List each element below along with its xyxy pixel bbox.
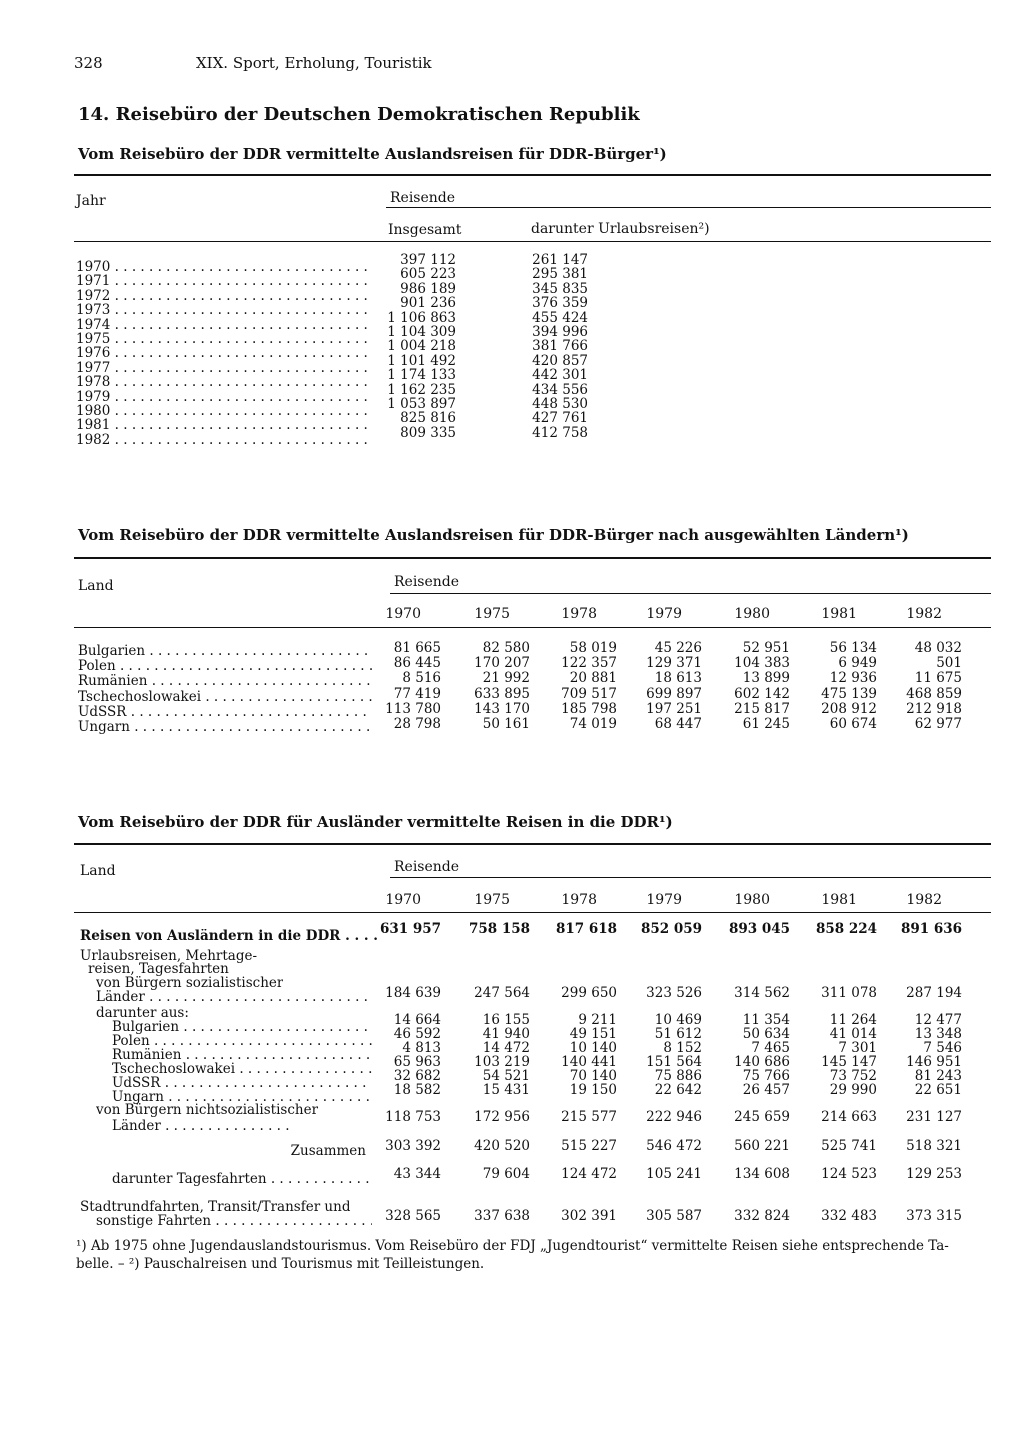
table2-country: UdSSR . . . xyxy=(78,705,372,719)
table3-total-cell: 758 158 xyxy=(468,921,530,937)
table1-year: 1970 . . . xyxy=(76,260,372,274)
table3-row-label: sonstige Fahrten . . . xyxy=(96,1214,372,1228)
table2-year-header: 1979 xyxy=(646,606,682,622)
table3-row-label: Länder . . . xyxy=(96,990,372,1004)
table2-cell: 699 897 xyxy=(646,685,702,702)
table3-cell: 16 155 xyxy=(482,1012,530,1028)
table2-cell: 122 357 xyxy=(561,655,617,672)
table3-group-label: Reisende xyxy=(394,859,460,875)
table1-group-rule xyxy=(386,207,991,208)
table3-cell: 75 886 xyxy=(654,1068,702,1084)
table3-cell: 247 564 xyxy=(474,985,530,1001)
table2-country: Bulgarien . . . xyxy=(78,644,372,658)
table2-cell: 62 977 xyxy=(914,716,962,732)
table1-vacation-cell: 412 758 xyxy=(532,424,588,441)
table3-total-cell: 893 045 xyxy=(728,921,790,937)
table3-cell: 46 592 xyxy=(393,1026,441,1042)
table1-year: 1973 . . . xyxy=(76,303,372,317)
table3-cell: 332 483 xyxy=(821,1208,877,1224)
table1-header-vacation: darunter Urlaubsreisen²) xyxy=(531,221,710,237)
table3-row-label: Rumänien . . . xyxy=(112,1048,372,1062)
table1-total-cell: 1 101 492 xyxy=(387,352,456,369)
table3-cell: 15 431 xyxy=(482,1082,530,1098)
table3-year-header: 1970 xyxy=(385,892,421,908)
table3-cell: 14 472 xyxy=(482,1040,530,1056)
table1-year: 1982 . . . xyxy=(76,433,372,447)
table3-year-header: 1975 xyxy=(474,892,510,908)
table3-total-cell: 858 224 xyxy=(815,921,877,937)
table3-cell: 323 526 xyxy=(646,985,702,1001)
table2-cell: 104 383 xyxy=(734,655,790,672)
table3-cell: 13 348 xyxy=(914,1026,962,1042)
table1-year: 1980 . . . xyxy=(76,404,372,418)
table3-cell: 54 521 xyxy=(482,1068,530,1084)
table3-cell: 303 392 xyxy=(385,1138,441,1154)
table3-text-urlaub2: reisen, Tagesfahrten xyxy=(88,962,229,977)
table2-cell: 129 371 xyxy=(646,655,702,672)
table3-cell: 299 650 xyxy=(561,985,617,1001)
table3-cell: 10 140 xyxy=(569,1040,617,1056)
table3-cell: 140 441 xyxy=(561,1054,617,1070)
table3-title: Vom Reisebüro der DDR für Ausländer vermittelte Reisen in die DDR¹) xyxy=(78,813,673,831)
table3-cell: 7 546 xyxy=(923,1040,962,1056)
table3-cell: 4 813 xyxy=(402,1040,441,1056)
table1-year: 1976 . . . xyxy=(76,346,372,360)
table3-row-label: Ungarn . . . xyxy=(112,1090,372,1104)
table2-cell: 61 245 xyxy=(742,716,790,732)
table1-year: 1972 . . . xyxy=(76,289,372,303)
table2-cell: 48 032 xyxy=(914,640,962,656)
table3-cell: 420 520 xyxy=(474,1138,530,1154)
table3-total-cell: 852 059 xyxy=(640,921,702,937)
table3-cell: 8 152 xyxy=(663,1040,702,1056)
table2-cell: 20 881 xyxy=(569,670,617,687)
table3-year-header: 1979 xyxy=(646,892,682,908)
table3-cell: 231 127 xyxy=(906,1109,962,1125)
table1-total-cell: 1 162 235 xyxy=(387,381,456,398)
table3-text-nichtsoz: von Bürgern nichtsozialistischer xyxy=(96,1103,319,1118)
table2-cell: 50 161 xyxy=(482,716,530,732)
table3-top-rule xyxy=(74,843,991,845)
table1-vacation-cell: 261 147 xyxy=(532,252,588,268)
table3-cell: 7 465 xyxy=(751,1040,790,1056)
table3-cell: 515 227 xyxy=(561,1138,617,1154)
table3-cell: 245 659 xyxy=(734,1109,790,1125)
table3-cell: 172 956 xyxy=(474,1109,530,1125)
table2-cell: 633 895 xyxy=(474,685,530,702)
table3-cell: 9 211 xyxy=(578,1012,617,1028)
table1-total-cell: 901 236 xyxy=(400,295,456,312)
table2-cell: 82 580 xyxy=(482,640,530,656)
table3-cell: 214 663 xyxy=(821,1109,877,1125)
table3-cell: 287 194 xyxy=(906,985,962,1001)
table3-cell: 41 940 xyxy=(482,1026,530,1042)
table1-vacation-cell: 420 857 xyxy=(532,352,588,369)
table3-cell: 518 321 xyxy=(906,1138,962,1154)
table1-total-cell: 1 053 897 xyxy=(387,396,456,412)
table2-cell: 212 918 xyxy=(906,700,962,717)
table1-vacation-cell: 394 996 xyxy=(532,324,588,340)
table1-year: 1978 . . . xyxy=(76,375,372,389)
table2-cell: 8 516 xyxy=(402,670,441,687)
table2-group-label: Reisende xyxy=(394,574,460,590)
table3-cell: 305 587 xyxy=(646,1208,702,1224)
table3-cell: 29 990 xyxy=(829,1082,877,1098)
table3-cell: 118 753 xyxy=(385,1109,441,1125)
table3-cell: 145 147 xyxy=(821,1054,877,1070)
table3-cell: 525 741 xyxy=(821,1138,877,1154)
table2-cell: 21 992 xyxy=(482,670,530,687)
table2-cell: 208 912 xyxy=(821,700,877,717)
chapter-title: XIX. Sport, Erholung, Touristik xyxy=(196,54,432,72)
table3-cell: 22 642 xyxy=(654,1082,702,1098)
table3-cell: 184 639 xyxy=(385,985,441,1001)
table1-total-cell: 1 004 218 xyxy=(387,338,456,355)
table2-cell: 13 899 xyxy=(742,670,790,687)
table3-row-label: UdSSR . . . xyxy=(112,1076,372,1090)
table1-header-total: Insgesamt xyxy=(388,222,462,238)
table2-cell: 475 139 xyxy=(821,685,877,702)
table3-cell: 7 301 xyxy=(838,1040,877,1056)
table2-cell: 86 445 xyxy=(393,655,441,672)
table3-cell: 11 264 xyxy=(829,1012,877,1028)
table3-cell: 314 562 xyxy=(734,985,790,1001)
table3-cell: 51 612 xyxy=(654,1026,702,1042)
table1-vacation-cell: 381 766 xyxy=(532,338,588,355)
table2-year-header: 1980 xyxy=(734,606,770,622)
table3-cell: 81 243 xyxy=(914,1068,962,1084)
table3-total-cell: 817 618 xyxy=(555,921,617,937)
table2-header-rule xyxy=(74,627,991,628)
page-number: 328 xyxy=(74,54,103,72)
table1-title: Vom Reisebüro der DDR vermittelte Auslandsreisen für DDR-Bürger¹) xyxy=(78,145,667,163)
table2-year-header: 1982 xyxy=(906,606,942,622)
table3-row-label: Länder . . . xyxy=(112,1119,292,1133)
table3-row-label: Polen . . . xyxy=(112,1034,372,1048)
table3-cell: 311 078 xyxy=(821,985,877,1001)
table3-cell: 222 946 xyxy=(646,1109,702,1125)
table1-year: 1981 . . . xyxy=(76,418,372,432)
table3-total-cell: 631 957 xyxy=(379,921,441,937)
table3-cell: 49 151 xyxy=(569,1026,617,1042)
table3-cell: 75 766 xyxy=(742,1068,790,1084)
table3-text-urlaub1: Urlaubsreisen, Mehrtage- xyxy=(80,949,258,964)
table3-cell: 22 651 xyxy=(914,1082,962,1098)
table3-cell: 41 014 xyxy=(829,1026,877,1042)
table3-header-rule xyxy=(74,912,991,913)
table3-total-label: Reisen von Ausländern in die DDR . . . xyxy=(80,929,380,943)
table3-cell: 332 824 xyxy=(734,1208,790,1224)
table3-row-label: Bulgarien . . . xyxy=(112,1020,372,1034)
table1-total-cell: 397 112 xyxy=(400,252,456,268)
table3-year-header: 1982 xyxy=(906,892,942,908)
table3-cell: 560 221 xyxy=(734,1138,790,1154)
table3-group-rule xyxy=(390,877,991,878)
table1-year: 1974 . . . xyxy=(76,318,372,332)
table3-cell: 103 219 xyxy=(474,1054,530,1070)
table3-cell: 70 140 xyxy=(569,1068,617,1084)
table3-cell: 337 638 xyxy=(474,1208,530,1224)
table2-cell: 197 251 xyxy=(646,700,702,717)
table3-cell: 18 582 xyxy=(393,1082,441,1098)
table2-cell: 77 419 xyxy=(393,685,441,702)
table3-year-header: 1980 xyxy=(734,892,770,908)
table3-cell: 43 344 xyxy=(393,1166,441,1182)
table2-group-rule xyxy=(390,593,991,594)
table2-cell: 143 170 xyxy=(474,700,530,717)
table1-year: 1971 . . . xyxy=(76,274,372,288)
table2-cell: 11 675 xyxy=(914,670,962,687)
table3-cell: 12 477 xyxy=(914,1012,962,1028)
table1-total-cell: 809 335 xyxy=(400,424,456,441)
table2-col-label: Land xyxy=(78,578,114,594)
table2-title: Vom Reisebüro der DDR vermittelte Auslandsreisen für DDR-Bürger nach ausgewählten Ländern¹) xyxy=(78,526,909,544)
table3-cell: 105 241 xyxy=(646,1166,702,1182)
table2-year-header: 1975 xyxy=(474,606,510,622)
table1-vacation-cell: 376 359 xyxy=(532,295,588,312)
table3-cell: 546 472 xyxy=(646,1138,702,1154)
table2-cell: 468 859 xyxy=(906,685,962,702)
table2-top-rule xyxy=(74,557,991,559)
table3-cell: 373 315 xyxy=(906,1208,962,1224)
table3-cell: 151 564 xyxy=(646,1054,702,1070)
table1-total-cell: 986 189 xyxy=(400,280,456,297)
table2-cell: 18 613 xyxy=(654,670,702,687)
footnote-line-1: ¹) Ab 1975 ohne Jugendauslandstourismus. Vom Reisebüro der FDJ „Jugendtourist“ vermittelte Reisen siehe entsprechende Ta- xyxy=(76,1238,949,1254)
table2-country: Ungarn . . . xyxy=(78,720,372,734)
table2-cell: 602 142 xyxy=(734,685,790,702)
table3-row-label: Zusammen xyxy=(290,1144,366,1159)
table2-cell: 74 019 xyxy=(569,716,617,732)
table3-cell: 140 686 xyxy=(734,1054,790,1070)
table3-cell: 65 963 xyxy=(393,1054,441,1070)
table2-year-header: 1978 xyxy=(561,606,597,622)
table3-cell: 19 150 xyxy=(569,1082,617,1098)
table1-vacation-cell: 442 301 xyxy=(532,367,588,384)
table2-cell: 501 xyxy=(936,655,962,672)
table3-cell: 124 523 xyxy=(821,1166,877,1182)
table1-vacation-cell: 455 424 xyxy=(532,309,588,326)
table3-cell: 146 951 xyxy=(906,1054,962,1070)
table3-cell: 73 752 xyxy=(829,1068,877,1084)
table2-cell: 12 936 xyxy=(829,670,877,687)
table2-country: Tschechoslowakei . . . xyxy=(78,690,372,704)
table2-cell: 60 674 xyxy=(829,716,877,732)
table3-text-stadt: Stadtrundfahrten, Transit/Transfer und xyxy=(80,1200,351,1215)
table2-cell: 215 817 xyxy=(734,700,790,717)
table2-cell: 58 019 xyxy=(569,640,617,656)
table2-cell: 709 517 xyxy=(561,685,617,702)
table2-cell: 81 665 xyxy=(393,640,441,656)
table1-total-cell: 825 816 xyxy=(400,410,456,427)
table1-vacation-cell: 295 381 xyxy=(532,266,588,283)
table2-cell: 113 780 xyxy=(385,700,441,717)
table2-cell: 68 447 xyxy=(654,716,702,732)
table1-top-rule xyxy=(74,174,991,176)
table1-group-label: Reisende xyxy=(390,190,456,206)
table1-col-label: Jahr xyxy=(76,193,106,209)
table3-cell: 11 354 xyxy=(742,1012,790,1028)
table2-country: Rumänien . . . xyxy=(78,674,372,688)
table3-cell: 328 565 xyxy=(385,1208,441,1224)
table1-vacation-cell: 427 761 xyxy=(532,410,588,427)
table3-text-darunter: darunter aus: xyxy=(96,1006,189,1021)
table2-cell: 185 798 xyxy=(561,700,617,717)
table3-year-header: 1981 xyxy=(821,892,857,908)
table2-cell: 52 951 xyxy=(742,640,790,656)
table3-cell: 134 608 xyxy=(734,1166,790,1182)
table2-cell: 6 949 xyxy=(838,655,877,672)
table1-vacation-cell: 448 530 xyxy=(532,396,588,412)
table1-vacation-cell: 434 556 xyxy=(532,381,588,398)
table3-cell: 32 682 xyxy=(393,1068,441,1084)
table1-year: 1975 . . . xyxy=(76,332,372,346)
table3-cell: 129 253 xyxy=(906,1166,962,1182)
table2-country: Polen . . . xyxy=(78,659,372,673)
table3-cell: 302 391 xyxy=(561,1208,617,1224)
table2-cell: 56 134 xyxy=(829,640,877,656)
table3-row-label: Tschechoslowakei . . . xyxy=(112,1062,372,1076)
table3-cell: 124 472 xyxy=(561,1166,617,1182)
table1-year: 1979 . . . xyxy=(76,390,372,404)
table2-cell: 28 798 xyxy=(393,716,441,732)
table3-col-label: Land xyxy=(80,863,116,879)
table3-cell: 79 604 xyxy=(482,1166,530,1182)
table3-total-cell: 891 636 xyxy=(900,921,962,937)
table1-vacation-cell: 345 835 xyxy=(532,280,588,297)
table1-total-cell: 1 106 863 xyxy=(387,309,456,326)
table3-cell: 26 457 xyxy=(742,1082,790,1098)
table2-year-header: 1970 xyxy=(385,606,421,622)
table3-cell: 215 577 xyxy=(561,1109,617,1125)
table1-total-cell: 605 223 xyxy=(400,266,456,283)
table1-total-cell: 1 174 133 xyxy=(387,367,456,384)
section-title: 14. Reisebüro der Deutschen Demokratischen Republik xyxy=(78,104,640,125)
table2-cell: 170 207 xyxy=(474,655,530,672)
table1-header-rule xyxy=(74,241,991,242)
table3-row-label: darunter Tagesfahrten . . . xyxy=(112,1172,372,1186)
table3-cell: 10 469 xyxy=(654,1012,702,1028)
table3-cell: 50 634 xyxy=(742,1026,790,1042)
footnote-line-2: belle. – ²) Pauschalreisen und Tourismus mit Teilleistungen. xyxy=(76,1256,485,1272)
table1-total-cell: 1 104 309 xyxy=(387,324,456,340)
table2-cell: 45 226 xyxy=(654,640,702,656)
table3-text-urlaub3: von Bürgern sozialistischer xyxy=(96,976,284,991)
table2-year-header: 1981 xyxy=(821,606,857,622)
table3-cell: 14 664 xyxy=(393,1012,441,1028)
table1-year: 1977 . . . xyxy=(76,361,372,375)
table3-year-header: 1978 xyxy=(561,892,597,908)
